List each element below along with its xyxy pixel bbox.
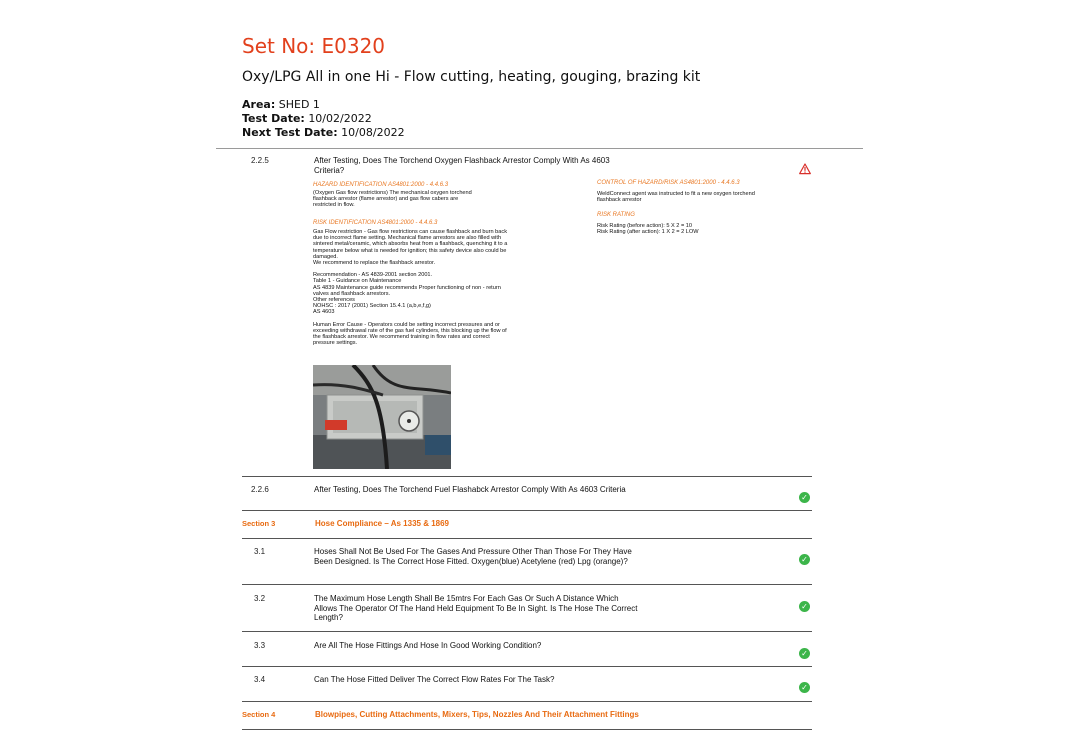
row-divider: [242, 476, 812, 477]
hazard-heading: HAZARD IDENTIFICATION AS4801:2000 - 4.4.6.3: [313, 182, 449, 188]
control-text: [597, 191, 807, 203]
control-heading: CONTROL OF HAZARD/RISK AS4801:2000 - 4.4.6.3: [597, 180, 740, 186]
text-line: flashback arrestor: [597, 197, 642, 204]
text-line: We recommend to replace the flashback arrestor.: [313, 260, 436, 267]
check-circle-icon: ✓: [799, 601, 810, 612]
row-divider: [242, 729, 812, 730]
next-test-date-line: [242, 126, 405, 139]
page-title: Set No: E0320: [242, 34, 386, 58]
area-label: Area:: [242, 98, 276, 111]
equipment-photo: [313, 365, 451, 469]
text-line: restricted in flow.: [313, 202, 355, 209]
item-number: 2.2.6: [251, 485, 269, 494]
item-question: [314, 156, 694, 175]
item-question: [314, 594, 714, 623]
test-date-label: Test Date:: [242, 112, 305, 125]
text-line: Human Error Cause - Operators could be setting incorrect pressures and or: [313, 321, 500, 328]
section-title: Hose Compliance – As 1335 & 1869: [315, 519, 449, 528]
question-line: Allows The Operator Of The Hand Held Equipment To Be In Sight. Is The Hose The Correct: [314, 603, 638, 613]
section-number: Section 3: [242, 519, 276, 528]
test-date-line: [242, 112, 372, 125]
hazard-text: [313, 190, 553, 209]
risk-text: [313, 229, 563, 346]
question-line: Criteria?: [314, 165, 345, 175]
text-line: flashback arrestor (flame arrestor) and gas flow cabers are: [313, 196, 459, 203]
text-line: pressure settings.: [313, 340, 358, 347]
text-line: (Oxygen Gas flow restrictions) The mechanical oxygen torchend: [313, 190, 472, 196]
area-line: [242, 98, 320, 111]
item-question: After Testing, Does The Torchend Fuel Flashabck Arrestor Comply With As 4603 Criteria: [314, 485, 626, 494]
text-line: the flashback arrestor. We recommend training in flow rates and correct: [313, 334, 490, 341]
question-line: Been Designed. Is The Correct Hose Fitted. Oxygen(blue) Acetylene (red) Lpg (orange)?: [314, 556, 628, 566]
question-line: Hoses Shall Not Be Used For The Gases And Pressure Other Than Those For They Have: [314, 547, 632, 556]
text-line: AS 4603: [313, 309, 335, 316]
header-divider: [216, 148, 863, 149]
text-line: valves and flashback arrestors.: [313, 290, 391, 297]
text-line: Recommendation - AS 4839-2001 section 2001.: [313, 272, 433, 279]
row-divider: [242, 538, 812, 539]
test-date-value: 10/02/2022: [308, 112, 372, 125]
item-question: [314, 547, 714, 566]
text-line: sintered metal/ceramic, which absorbs heat from a flashback, quenching it to a: [313, 241, 508, 248]
item-question: [314, 641, 714, 651]
next-test-date-label: Next Test Date:: [242, 126, 338, 139]
item-number: 3.1: [254, 547, 266, 556]
row-divider: [242, 631, 812, 632]
row-divider: [242, 701, 812, 702]
question-line: The Maximum Hose Length Shall Be 15mtrs For Each Gas Or Such A Distance Which: [314, 594, 619, 603]
text-line: Table 1 - Guidance on Maintenance: [313, 278, 402, 285]
text-line: damaged.: [313, 253, 338, 260]
check-circle-icon: ✓: [799, 492, 810, 503]
text-line: temperature below what is needed for ignition; this safety device also could be: [313, 247, 507, 254]
question-line: Can The Hose Fitted Deliver The Correct Flow Rates For The Task?: [314, 675, 555, 684]
check-circle-icon: ✓: [799, 648, 810, 659]
risk-heading: RISK IDENTIFICATION AS4801:2000 - 4.4.6.3: [313, 220, 438, 226]
item-number: 3.4: [254, 675, 266, 684]
item-number: 2.2.5: [251, 156, 269, 165]
area-value: SHED 1: [278, 98, 320, 111]
text-line: exceeding withdrawal rate of the gas fuel cylinders, this blocking up the flow of: [313, 327, 507, 334]
row-divider: [242, 584, 812, 585]
question-line: After Testing, Does The Torchend Oxygen Flashback Arrestor Comply With As 4603: [314, 156, 610, 165]
text-line: NOHSC : 2017 (2001) Section 15.4.1 (a,b,e,f,g): [313, 303, 431, 310]
risk-rating-heading: RISK RATING: [597, 212, 635, 218]
item-question: [314, 675, 714, 685]
text-line: Risk Rating (before action): 5 X 2 = 10: [597, 223, 692, 229]
text-line: due to incorrect flame setting. Mechanical flame arrestors are also filled with: [313, 235, 502, 242]
text-line: WeldConnect agent was instructed to fit a new oxygen torchend: [597, 191, 755, 197]
next-test-date-value: 10/08/2022: [341, 126, 405, 139]
question-line: Are All The Hose Fittings And Hose In Good Working Condition?: [314, 641, 542, 650]
item-number: 3.3: [254, 641, 266, 650]
check-circle-icon: ✓: [799, 682, 810, 693]
text-line: Gas Flow restriction - Gas flow restrictions can cause flashback and burn back: [313, 229, 507, 235]
question-line: Length?: [314, 613, 343, 622]
section-number: Section 4: [242, 710, 276, 719]
section-title: Blowpipes, Cutting Attachments, Mixers, Tips, Nozzles And Their Attachment Fittings: [315, 710, 639, 719]
row-divider: [242, 666, 812, 667]
equipment-photo-illustration: [313, 365, 451, 469]
risk-rating-text: [597, 223, 807, 235]
text-line: Risk Rating (after action): 1 X 2 = 2 LOW: [597, 229, 699, 236]
text-line: AS 4839 Maintenance guide recommends Proper functioning of non - return: [313, 284, 501, 291]
warning-triangle-icon: [799, 163, 811, 175]
row-divider: [242, 510, 812, 511]
kit-description: Oxy/LPG All in one Hi - Flow cutting, heating, gouging, brazing kit: [242, 69, 701, 85]
item-number: 3.2: [254, 594, 266, 603]
check-circle-icon: ✓: [799, 554, 810, 565]
text-line: Other references: [313, 297, 355, 304]
